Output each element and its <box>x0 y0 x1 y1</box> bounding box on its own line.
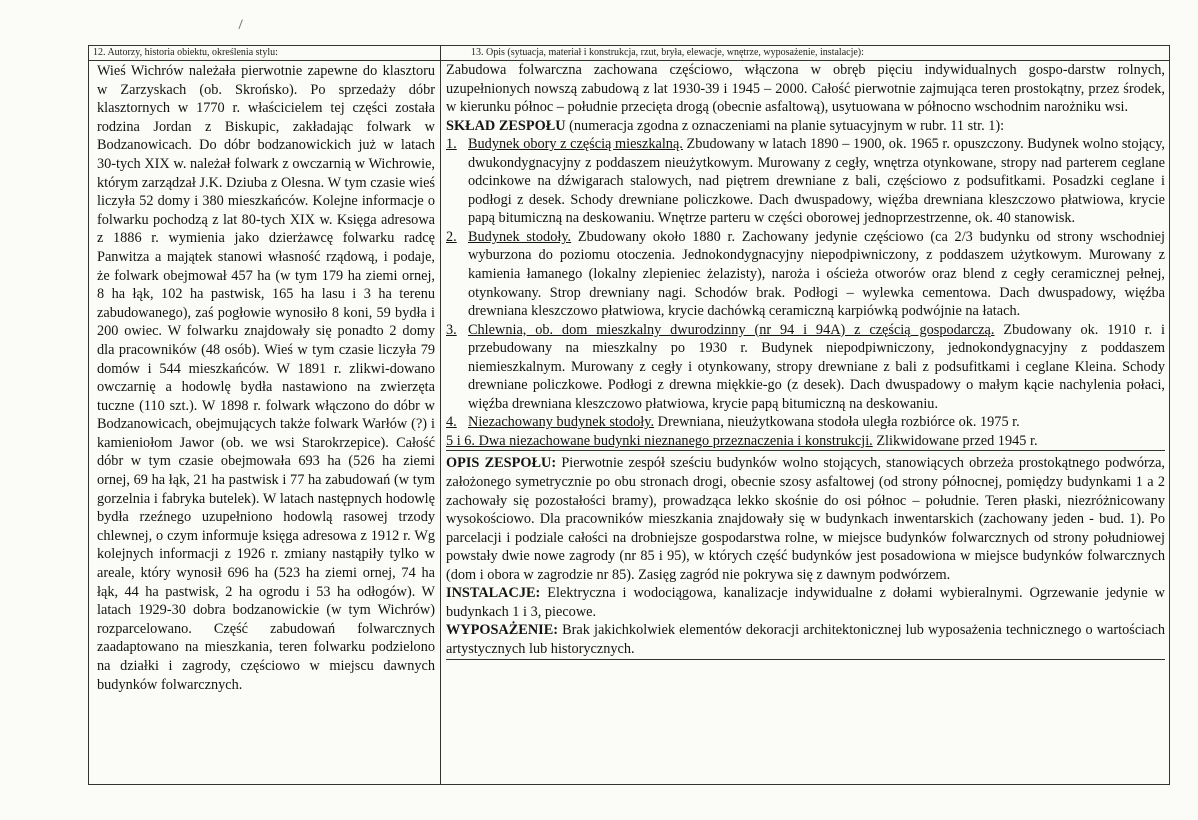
item-text: Zlikwidowane przed 1945 r. <box>872 432 1038 449</box>
building-item-4 <box>446 413 1165 432</box>
description-body <box>441 61 1169 660</box>
opis-text: Pierwotnie zespół sześciu budynków wolno stojących, stanowiących obrzeża prostokątnego podwórza, założonego symetrycznie po obu stronach drogi, obecnie szosy asfaltowej (od strony północnej, pomiędzy budynkami 1 a 2 zachowały się pozostałości bramy), prowadząca lekko skośnie do osi północ – południe. Teren płaski, niezróżnicowany wysokościowo. Dla pracowników mieszkania znajdowały się w budynkach inwentarskich (zachowany jeden - bud. 1). Po parcelacji i podziale całości na drobniejsze gospodarstwa rolne, w miejsce budynków folwarcznych od strony południowej powstały dwie nowe zagrody (nr 85 i 95), w których część budynków jest posadowiona w miejsce budynków folwarcznych (dom i obora w zagrodzie nr 85). Zasięg zagród nie pokrywa się z dawnym podwórzem. <box>446 455 1166 583</box>
section-12 <box>89 46 441 784</box>
sklad-text: (numeracja zgodna z oznaczeniami na planie sytuacyjnym w rubr. 11 str. 1): <box>565 117 1005 134</box>
item-title: 5 i 6. Dwa niezachowane budynki nieznanego przeznaczenia i konstrukcji. <box>446 432 873 449</box>
building-item-1 <box>446 135 1165 228</box>
item-title: Budynek obory z częścią mieszkalną. <box>468 136 683 153</box>
instalacje-paragraph <box>446 584 1165 621</box>
item-title: Chlewnia, ob. dom mieszkalny dwurodzinny (nr 94 i 94A) z częścią gospodarczą. <box>468 321 995 338</box>
item-number: 2. <box>446 228 457 245</box>
record-sheet <box>88 45 1170 785</box>
wyposazenie-title: WYPOSAŻENIE: <box>446 622 559 639</box>
section-13-header: 13. Opis (sytuacja, materiał i konstrukcja, rzut, bryła, elewacje, wnętrze, wyposażenie, instalacje): <box>441 46 1169 61</box>
opis-paragraph <box>446 454 1165 584</box>
item-number: 4. <box>446 414 457 431</box>
section-13 <box>441 46 1169 784</box>
opis-title: OPIS ZESPOŁU: <box>446 455 557 472</box>
item-number: 1. <box>446 136 457 153</box>
instalacje-title: INSTALACJE: <box>446 585 541 602</box>
item-title: Budynek stodoły. <box>468 228 572 245</box>
history-text: Wieś Wichrów należała pierwotnie zapewne do klasztoru w Zarzyskach (ob. Skrońsko). Po sprzedaży dóbr klasztornych w 1770 r. właścicielem tej części została rodzina Jordan z Biskupic, zakładając folwark w Bodzanowicach. Do dóbr bodzanowickich już w latach 30-tych XIX w. należał folwark z owczarnią w Wichrowie, którym zarządzał J.K. Dziuba z Olesna. W tym czasie wieś liczyła 52 domy i 380 mieszkańców. Kolejne informacje o folwarku pochodzą z lat 80-tych XIX w. Księga adresowa z 1886 r. wymienia jako dzierżawcę folwarku radcę Panwitza a majątek stanowi własność rządową, i podaje, że folwark obejmował 457 ha (w tym 179 ha ziemi ornej, 8 ha łąk, 102 ha pastwisk, 165 ha lasu i 3 ha terenu zabudowanego), zaś pogłowie wynosiło 8 koni, 59 bydła i 200 owiec. W folwarku znajdowały się ponadto 2 domy dla pracowników (48 osób). Wieś w tym czasie liczyła 79 domów i 544 mieszkańców. W 1891 r. zlikwi-dowano owczarnię a hodowlę bydła nastawiono na zwierzęta tuczne (110 szt.). W 1898 r. folwark włączono do dóbr w Bodzanowicach, obejmujących także folwark Warłów (?) i kamieniołom Jawor (ob. we wsi Starokrzepice). Całość dóbr w tym czasie obejmowała 693 ha (526 ha ziemi ornej, 69 ha łąk, 21 ha pastwisk i 77 ha zabudowań (w tym gorzelnia i fabryka butelek). W latach następnych hodowlę bydła rzeźnego uzupełniono hodowlą rasowej trzody chlewnej, o czym informuje księga adresowa z 1912 r. Wg kolejnych informacji z 1926 r. zmiany nastąpiły tylko w areale, który wynosił 696 ha (523 ha ziemi ornej, 74 ha łąk, 44 ha pastwisk, 2 ha ogrodu i 53 ha odłogów). W latach 1929-30 dobra bodzanowickie (w tym Wichrów) rozparcelowano. Część zabudowań folwarcznych zaadaptowano na mieszkania, teren folwarku podzielono na działki i zagrody, częściowo w miejscu dawnych budynków folwarcznych. <box>97 63 435 693</box>
instalacje-text: Elektryczna i wodociągowa, kanalizacje indywidualne z dołami wybieralnymi. Ogrzewanie jedynie w budynkach 1 i 3, piecowe. <box>446 585 1165 620</box>
sklad-paragraph <box>446 117 1165 136</box>
intro-paragraph: Zabudowa folwarczna zachowana częściowo, włączona w obręb pięciu indywidualnych gospo-darstw rolnych, uzupełnionych nowszą zabudową z lat 1930-39 i 1945 – 2000. Całość pierwotnie zajmująca teren prostokątny, przez środek, w kierunku północ – południe przecięta drogą (obecnie asfaltową), usytuowana w północno wschodnim narożniku wsi. <box>446 62 1165 116</box>
building-item-2 <box>446 228 1165 321</box>
pen-mark <box>238 19 246 30</box>
building-item-3 <box>446 321 1165 414</box>
item-text: Zbudowany ok. 1910 r. i przebudowany na mieszkalny po 1930 r. Budynek niepodpiwniczony, jednokondygnacyjny z poddaszem niemieszkalnym. Murowany z cegły i otynkowany, stropy drewniane z bali z podsufitkami i ceglane Kleina. Schody drewniane policzkowe. Podłogi z drewna miękkie-go (z desek). Dach dwuspadowy o małym kącie nachylenia połaci, więźba drewniana kleszczowo płatwiowa, krycie papą bitumiczną na deskowaniu. <box>468 321 1165 412</box>
item-text: Zbudowany w latach 1890 – 1900, ok. 1965 r. opuszczony. Budynek wolno stojący, dwukondygnacyjny z poddaszem nieużytkowym. Murowany z cegły, wnętrza otynkowane, stropy nad parterem ceglane odcinkowe na dźwigarach stalowych, nad piętrem drewniane z bali, częściowo z podsufitkami. Posadzki ceglane i podłogi z desek. Schody drewniane policzkowe. Dach dwuspadowy, więźba drewniana kleszczowo płatwiowa, krycie papą bitumiczną na deskowaniu. Wnętrze parteru w części oborowej jednoprzestrzenne, ok. 40 stanowisk. <box>468 136 1165 227</box>
section-12-header: 12. Autorzy, historia obiektu, określenia stylu: <box>89 46 440 61</box>
item-text: Drewniana, nieużytkowana stodoła uległa rozbiórce ok. 1975 r. <box>654 414 1020 431</box>
wyposazenie-paragraph <box>446 621 1165 659</box>
item-title: Niezachowany budynek stodoły. <box>468 414 655 431</box>
item-text: Zbudowany około 1880 r. Zachowany jedynie częściowo (ca 2/3 budynku od strony wschodniej wyburzona do poziomu otoczenia. Jednokondygnacyjny niepodpiwniczony, z poddaszem użytkowym. Murowany z kamienia łamanego (lokalny zlepieniec żelazisty), naroża i ościeża otworów oraz blend z cegły ceramicznej pełnej, otynkowany. Strop drewniany nagi. Schodów brak. Podłogi – wylewka cementowa. Dach dwuspadowy, więźba drewniana kleszczowo płatwiowa, krycie dachówką ceramiczną karpiówką podwójnie na łatach. <box>468 228 1165 320</box>
sklad-title: SKŁAD ZESPOŁU <box>446 117 566 134</box>
item-number: 3. <box>446 321 457 338</box>
building-item-5-6 <box>446 432 1165 452</box>
wyposazenie-text: Brak jakichkolwiek elementów dekoracji architektonicznej lub wyposażenia technicznego o wartościach artystycznych lub historycznych. <box>446 622 1165 657</box>
